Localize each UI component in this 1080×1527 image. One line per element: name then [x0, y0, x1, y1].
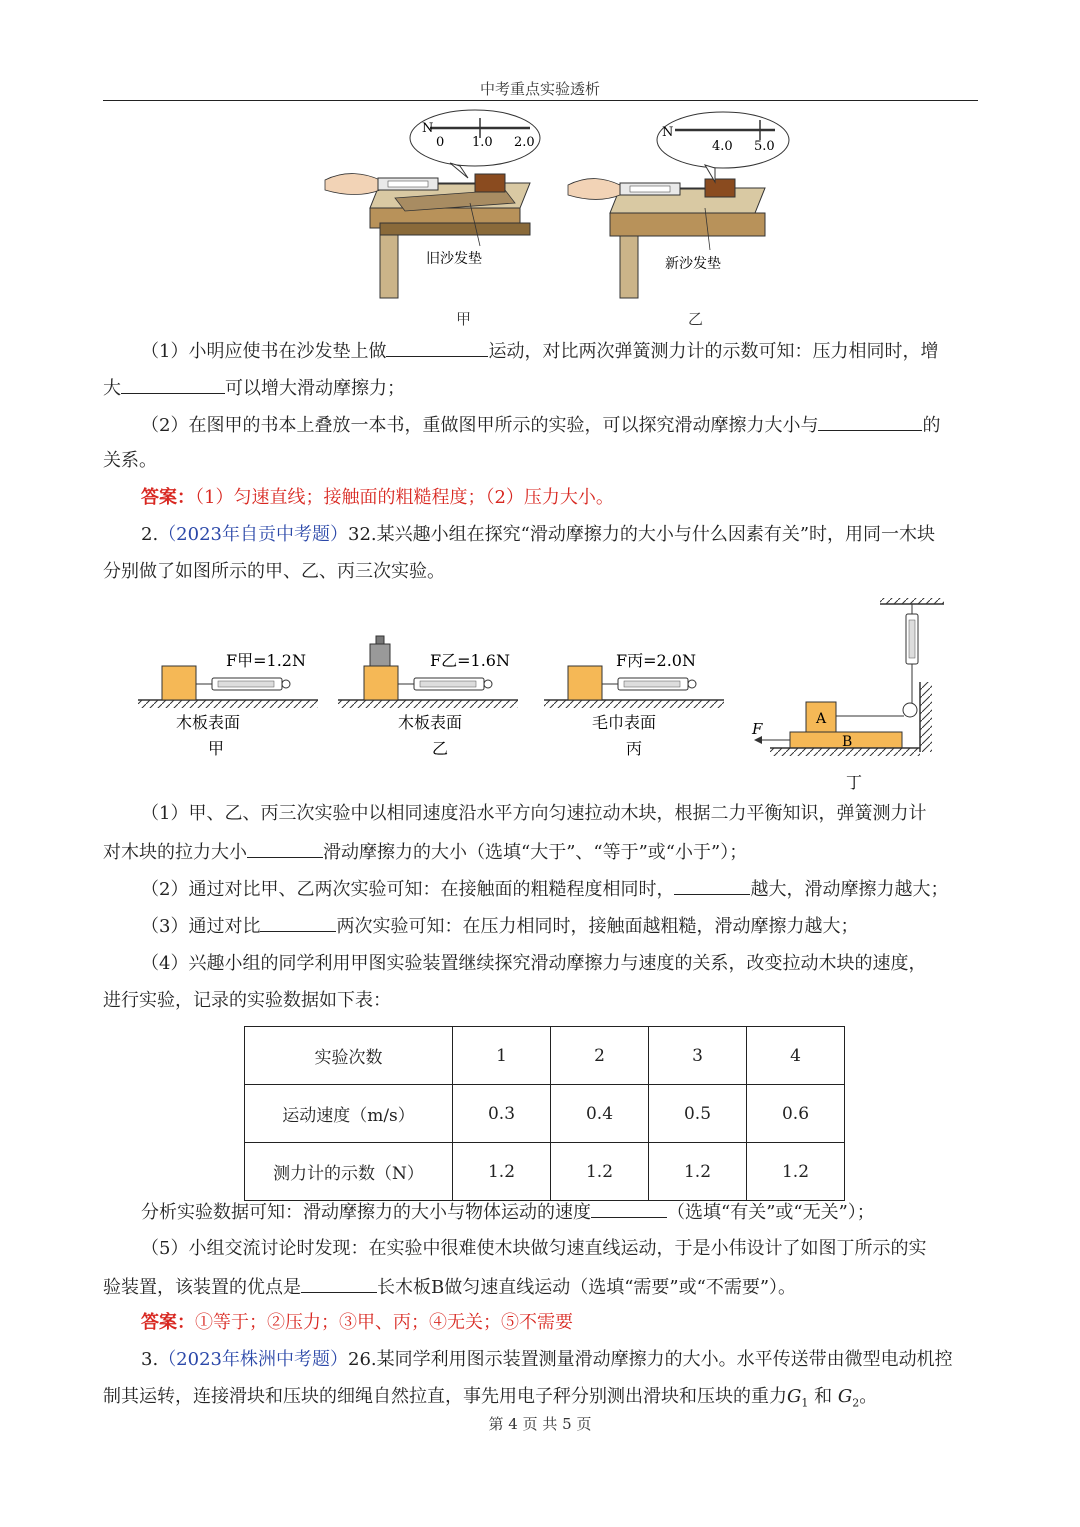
surface-jia: 木板表面 — [176, 713, 241, 732]
dial-left-2: 2.0 — [514, 135, 535, 150]
label-yi: 乙 — [432, 739, 449, 758]
caption-yi: 乙 — [688, 310, 704, 328]
q2-p5-line2: 验装置，该装置的优点是 长木板B做匀速直线运动（选填“需要”或“不需要”）。 — [103, 1274, 978, 1300]
force-f-label: F — [752, 720, 763, 738]
label-ding: 丁 — [846, 773, 863, 792]
block-a-label: A — [816, 711, 827, 727]
dial-right-n: N — [662, 125, 674, 140]
q1-part1-line1: （1）小明应使书在沙发垫上做 运动，对比两次弹簧测力计的示数可知：压力相同时，增 — [103, 338, 1016, 364]
q2-p3: （3）通过对比 两次实验可知：在压力相同时，接触面越粗糙，滑动摩擦力越大； — [103, 913, 1016, 939]
page-header: 中考重点实验透析 — [479, 80, 600, 98]
q2-p4-analysis: 分析实验数据可知：滑动摩擦力的大小与物体运动的速度 （选填“有关”或“无关”）； — [103, 1199, 1016, 1225]
cushion-label-old: 旧沙发垫 — [426, 251, 482, 267]
dial-left-1: 1.0 — [472, 135, 493, 150]
surface-yi: 木板表面 — [398, 713, 463, 732]
label-jia: 甲 — [208, 739, 225, 758]
dial-right-5: 5.0 — [754, 139, 775, 154]
q3-stem-line1: 3.（2023年株洲中考题）26.某同学利用图示装置测量滑动摩擦力的大小。水平传送带由微型电动机控 — [141, 1349, 953, 1370]
page-footer: 第 4 页 共 5 页 — [488, 1415, 592, 1433]
experiment-jia — [138, 651, 318, 758]
q1-part2-line1: （2）在图甲的书本上叠放一本书，重做图甲所示的实验，可以探究滑动摩擦力大小与 的 — [103, 412, 1016, 438]
setup-jia — [325, 174, 530, 298]
q2-p4-line2: 进行实验，记录的实验数据如下表： — [103, 990, 391, 1011]
dial-right-4: 4.0 — [712, 139, 733, 154]
dial-bubble-left — [410, 110, 540, 178]
q1-part2-line2: 关系。 — [103, 450, 157, 471]
q2-p2: （2）通过对比甲、乙两次实验可知：在接触面的粗糙程度相同时， 越大，滑动摩擦力越大； — [103, 876, 1016, 902]
q2-source: （2023年自贡中考题） — [158, 524, 348, 545]
table-row: 测力计的示数（N） 1.2 1.2 1.2 1.2 — [245, 1143, 845, 1201]
force-yi: F乙=1.6N — [430, 651, 510, 670]
q2-stem-line2: 分别做了如图所示的甲、乙、丙三次实验。 — [103, 561, 445, 582]
q2-p5-line1: （5）小组交流讨论时发现：在实验中很难使木块做匀速直线运动，于是小伟设计了如图丁所示的实 — [141, 1238, 927, 1259]
force-bing: F丙=2.0N — [616, 651, 696, 670]
q3-stem-line2: 制其运转，连接滑块和压块的细绳自然拉直，事先用电子秤分别测出滑块和压块的重力$G_1$ 和 $G_2$。 — [103, 1386, 878, 1410]
dial-bubble-right — [657, 112, 789, 182]
q1-part1-line2: 大 可以增大滑动摩擦力； — [103, 375, 978, 401]
q2-answer: 答案：①等于；②压力；③甲、丙；④无关；⑤不需要 — [141, 1312, 573, 1333]
board-b-label: B — [842, 734, 853, 750]
q2-p4-line1: （4）兴趣小组的同学利用甲图实验装置继续探究滑动摩擦力与速度的关系，改变拉动木块的速度， — [141, 953, 927, 974]
figure-sofa-experiment — [320, 108, 800, 308]
label-bing: 丙 — [626, 739, 643, 758]
q1-answer: 答案：（1）匀速直线；接触面的粗糙程度；（2）压力大小。 — [141, 487, 614, 508]
q2-stem-line1: 2.（2023年自贡中考题）32.某兴趣小组在探究“滑动摩擦力的大小与什么因素有关”时，用同一木块 — [141, 524, 936, 545]
q3-source: （2023年株洲中考题） — [158, 1349, 348, 1370]
setup-yi — [568, 179, 765, 298]
header-rule — [103, 100, 978, 101]
force-jia: F甲=1.2N — [226, 651, 306, 670]
dial-left-0: 0 — [436, 135, 445, 150]
surface-bing: 毛巾表面 — [592, 713, 657, 732]
q2-p1-line1: （1）甲、乙、丙三次实验中以相同速度沿水平方向匀速拉动木块，根据二力平衡知识，弹簧测力计 — [141, 803, 927, 824]
experiment-bing — [544, 651, 724, 758]
table-row: 实验次数 1 2 3 4 — [245, 1027, 845, 1085]
q2-p1-line2: 对木块的拉力大小 滑动摩擦力的大小（选填“大于”、“等于”或“小于”）； — [103, 839, 978, 865]
cushion-label-new: 新沙发垫 — [665, 256, 721, 272]
figure-friction-experiments — [130, 592, 960, 792]
data-table — [244, 1026, 845, 1201]
caption-jia: 甲 — [456, 310, 472, 328]
table-row: 运动速度（m/s） 0.3 0.4 0.5 0.6 — [245, 1085, 845, 1143]
experiment-ding — [751, 598, 944, 792]
experiment-yi — [338, 636, 518, 758]
dial-left-n: N — [422, 121, 434, 136]
